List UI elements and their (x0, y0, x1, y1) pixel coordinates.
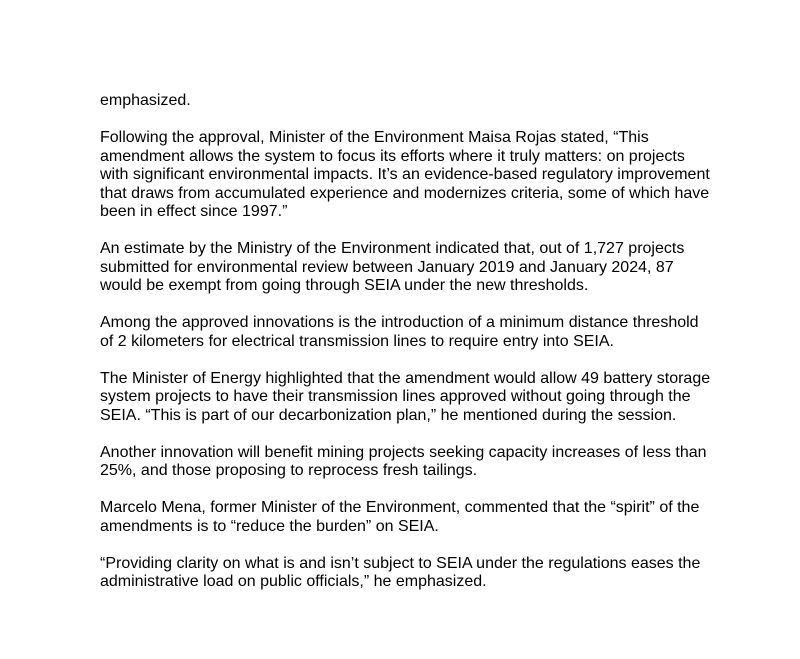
paragraph: The Minister of Energy highlighted that the amendment would allow 49 battery storage system projects to have their transmission lines approved without going through the SEIA. “This is part of our decarbonization plan,” he mentioned during the session. (100, 369, 711, 424)
paragraph: Among the approved innovations is the introduction of a minimum distance threshold of 2 kilometers for electrical transmission lines to require entry into SEIA. (100, 314, 699, 350)
document-body (100, 92, 712, 592)
paragraph: “Providing clarity on what is and isn’t subject to SEIA under the regulations eases the administrative load on public officials,” he emphasized. (100, 554, 701, 590)
paragraph: Another innovation will benefit mining projects seeking capacity increases of less than 25%, and those proposing to reprocess fresh tailings. (100, 443, 707, 479)
paragraph: Marcelo Mena, former Minister of the Environment, commented that the “spirit” of the amendments is to “reduce the burden” on SEIA. (100, 499, 700, 535)
paragraph: An estimate by the Ministry of the Environment indicated that, out of 1,727 projects submitted for environmental review between January 2019 and January 2024, 87 would be exempt from going through SEIA under the new thresholds. (100, 240, 685, 294)
paragraph: emphasized. (100, 92, 191, 109)
paragraph: Following the approval, Minister of the Environment Maisa Rojas stated, “This amendment allows the system to focus its efforts where it truly matters: on projects with significant environmental impacts. It’s an evidence-based regulatory improvement that draws from accumulated experience and modernizes criteria, some of which have been in effect since 1997.” (100, 129, 710, 220)
